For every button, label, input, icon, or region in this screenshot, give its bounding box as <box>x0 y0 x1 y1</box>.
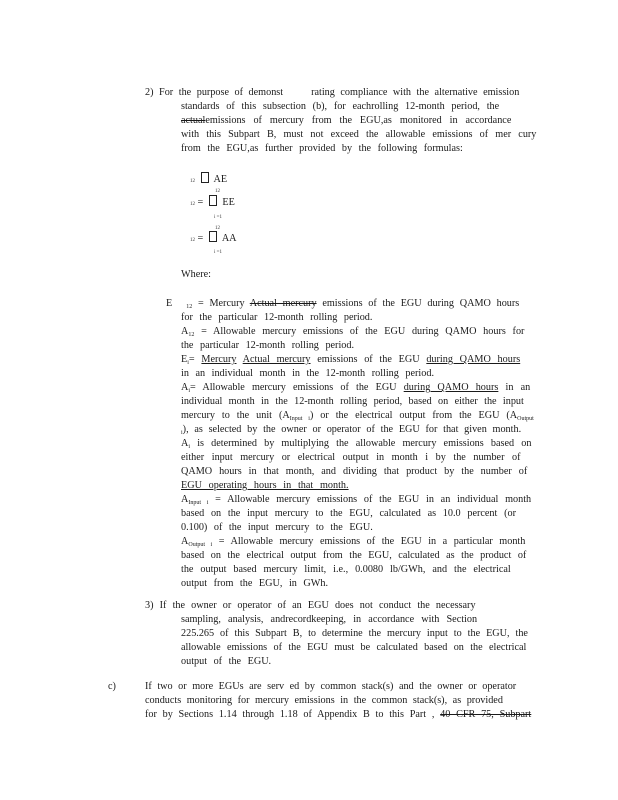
section-3-line-2: sampling, analysis, andrecordkeeping, in accordance with Section <box>181 614 478 625</box>
definition-ei: $E_i=$ Mercury Actual mercury emissions of the EGU during QAMO hours <box>181 354 521 366</box>
section-3-line-1: 3) If the owner or operator of an EGU does not conduct the necessary <box>145 600 476 611</box>
section-3-line-3: 225.265 of this Subpart B, to determine the mercury input to the EGU, the <box>181 628 528 639</box>
definition-a-output-cont-3: output from the EGU, in GWh. <box>181 578 329 589</box>
formula-1-subscript: 12 <box>190 179 195 184</box>
formula-1 <box>190 172 227 189</box>
formula-1-term: AE <box>213 174 228 185</box>
section-2-text: rating compliance with the alternative emission <box>311 87 520 98</box>
section-c-line-1: If two or more EGUs are serv ed by common stack(s) and the owner or operator <box>145 681 517 692</box>
formula-2-term: EE <box>222 197 235 208</box>
definition-ai-line-5: $A_i$ is determined by multiplying the allowable mercury emissions based on <box>181 438 532 450</box>
definition-a12-cont: the particular 12-month rolling period. <box>181 340 355 351</box>
definition-a-input-cont-2: 0.100) of the input mercury to the EGU. <box>181 522 373 533</box>
definition-a-output-cont: based on the electrical output from the EGU, calculated as the product of <box>181 550 527 561</box>
section-2-line-2: standards of this subsection (b), for eachrolling 12-month period, the <box>181 101 500 112</box>
section-2-line-4: with this Subpart B, must not exceed the allowable emissions of mer cury <box>181 129 537 140</box>
formula-3-upper: 12 <box>215 226 220 231</box>
definition-a12: $A_{12}$ = Allowable mercury emissions of the EGU during QAMO hours for <box>181 326 525 338</box>
formula-3-term: AA <box>221 233 237 244</box>
formula-2-limit: i =1 <box>214 215 222 220</box>
section-c-label: c) <box>108 681 116 692</box>
formula-3-subscript: 12 <box>190 238 195 243</box>
section-3-line-5: output of the EGU. <box>181 656 272 667</box>
section-2-label: 2) For the purpose of demonst <box>145 87 284 98</box>
section-c-line-3: for by Sections 1.14 through 1.18 of Appendix B to this Part , 40 CFR 75, Subpart <box>145 709 532 720</box>
formula-2-upper: 12 <box>215 189 220 194</box>
section-c-line-2: conducts monitoring for mercury emissions in the common stack(s), as provided <box>145 695 503 706</box>
struck-text: Actual mercury <box>249 298 317 309</box>
sum-symbol-icon <box>209 195 217 206</box>
definition-ai-line-2: individual month in the 12-month rolling period, based on either the input <box>181 396 524 407</box>
formula-2 <box>190 195 235 212</box>
definition-a-input-cont: based on the input mercury to the EGU, calculated as 10.0 percent (or <box>181 508 516 519</box>
formula-3-equals: = <box>197 233 204 244</box>
section-2-line-5: from the EGU,as further provided by the following formulas: <box>181 143 463 154</box>
definition-ai-line-4: $_i$), as selected by the owner or operator of the EGU for that given month. <box>181 424 522 436</box>
section-2-line-3-text: emissions of mercury from the EGU,as monitored in accordance <box>205 115 512 126</box>
formula-2-equals: = <box>197 197 204 208</box>
section-2-line-3 <box>181 114 511 128</box>
definition-e12: E $_{12}$ = Mercury Actual mercury emissions of the EGU during QAMO hours <box>166 298 520 310</box>
struck-text: 40 CFR 75, Subpart <box>440 709 532 720</box>
definition-ai-line-3: mercury to the unit $(A_{Input i})$ or the electrical output from the EGU ($A_{Output}$ <box>181 410 534 422</box>
definition-ai: $A_i=$ Allowable mercury emissions of the EGU during QAMO hours in an <box>181 382 531 394</box>
definition-a-output: $A_{Output i}$ = Allowable mercury emissions of the EGU in a particular month <box>181 536 526 548</box>
formula-2-subscript: 12 <box>190 202 195 207</box>
definition-ai-line-8: EGU operating hours in that month. <box>181 480 349 491</box>
formula-3-limit: i =1 <box>214 250 222 255</box>
sum-symbol-icon <box>209 231 217 242</box>
definition-ai-line-6: either input mercury or electrical output in month i by the number of <box>181 452 521 463</box>
definition-ai-line-7: QAMO hours in that month, and dividing that product by the number of <box>181 466 528 477</box>
where-label: Where: <box>181 269 211 280</box>
definition-a-input: $A_{Input i}$ = Allowable mercury emissions of the EGU in an individual month <box>181 494 532 506</box>
struck-text: Actual mercury <box>242 354 311 365</box>
definition-a-output-cont-2: the output based mercury limit, i.e., 0.0080 lb/GWh, and the electrical <box>181 564 511 575</box>
struck-text: actual <box>181 115 206 126</box>
definition-e12-cont: for the particular 12-month rolling period. <box>181 312 373 323</box>
section-3-line-4: allowable emissions of the EGU must be calculated based on the electrical <box>181 642 527 653</box>
definition-ei-cont: in an individual month in the 12-month rolling period. <box>181 368 434 379</box>
section-2-line-1 <box>145 86 519 100</box>
missing-glyph-icon <box>201 172 209 183</box>
